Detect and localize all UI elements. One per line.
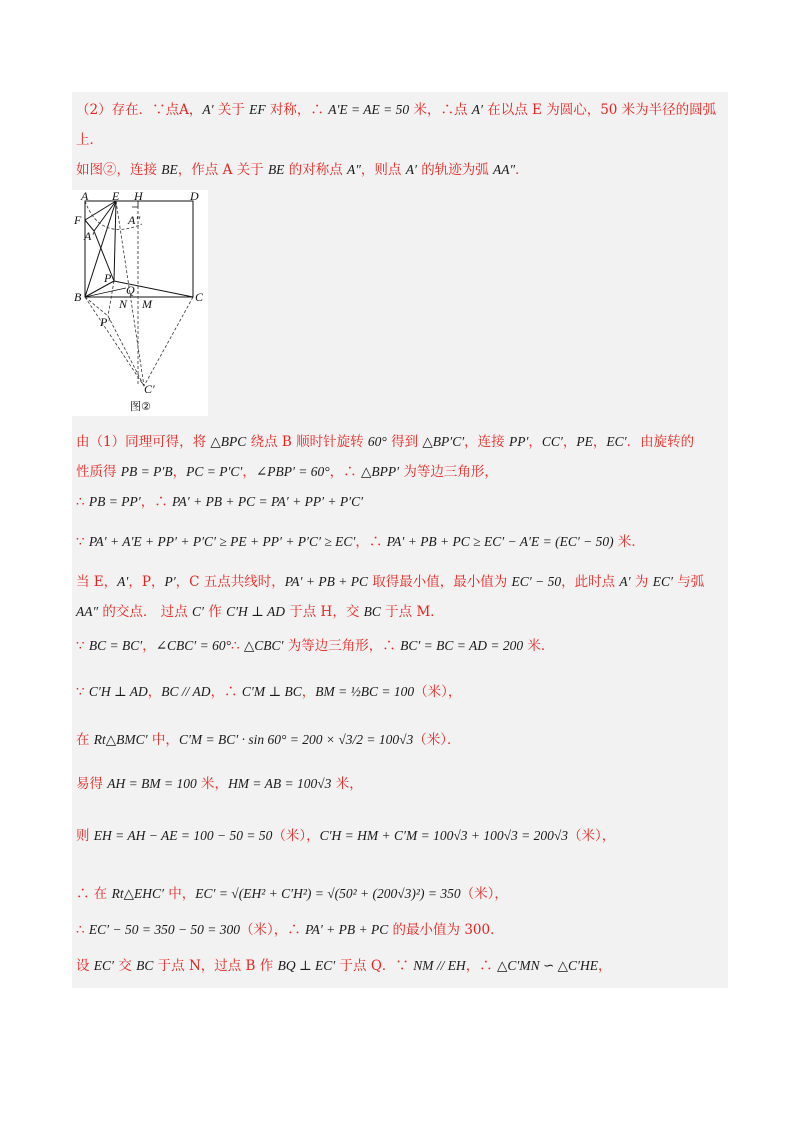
text-segment: ， [597,958,612,974]
text-line [76,956,611,976]
label-d: D [190,190,199,203]
math-expression: A′ [471,102,483,117]
math-expression: AA″ [493,162,516,177]
math-expression: △C′MN ∽ △C′HE [496,958,598,973]
text-segment: ， [592,434,607,450]
math-expression: A′ [117,574,129,589]
text-segment: ．由旋转的 [626,434,695,450]
text-segment: 得到 [386,434,423,450]
text-segment: 中， [163,886,196,902]
label-h: H [134,190,143,203]
text-segment: 上． [76,132,103,148]
math-expression: PP′ [508,434,529,449]
math-expression: BC [136,958,154,973]
text-segment: ∴ [231,638,244,654]
math-expression: P′ [164,574,176,589]
label-q: Q [126,283,135,297]
text-segment: 如图②，连接 [76,162,162,178]
label-m: M [142,297,152,311]
math-expression: PA′ + PB + PC = PA′ + PP′ + P′C′ [172,494,364,509]
text-segment: 的对称点 [284,162,348,178]
math-expression: A′ [202,102,214,117]
text-segment: 于点 N，过点 B 作 [153,958,278,974]
text-line [76,682,461,702]
label-e: E [112,190,120,203]
label-f: F [74,213,82,227]
text-segment: 交 [114,958,137,974]
text-segment: ，P， [128,574,165,590]
text-line [76,100,716,120]
text-segment: 取得最小值，最小值为 [367,574,512,590]
math-expression: C′H ⊥ AD [88,684,148,699]
math-expression: △BP′C′ [422,434,465,449]
math-expression: △CBC′ [243,638,284,653]
text-segment: ，∴ [329,464,361,480]
math-expression: BM = ½BC = 100 [315,684,415,699]
math-expression: EC′ [652,574,673,589]
text-segment: ∵ [76,534,89,550]
math-expression: EC′ [93,958,115,973]
text-segment: ，C 五点共线时， [175,574,285,590]
text-line [76,774,363,794]
text-segment: ∴ [76,922,89,938]
label-b: B [74,290,82,304]
math-expression: PA′ + PB + PC ≥ EC′ − A′E = (EC′ − 50) [386,534,614,549]
figure-svg [72,190,208,416]
text-line [76,920,504,940]
text-segment: （米）， [460,886,508,902]
math-expression: A″ [347,162,361,177]
text-segment: 对称，∴ [265,102,329,118]
text-segment: 性质得 [76,464,121,480]
math-expression: C′H ⊥ AD [226,604,285,619]
math-expression: PC = P′C′ [186,464,243,479]
text-line [76,160,529,180]
math-expression: BE [161,162,178,177]
text-segment: ， [172,464,187,480]
line-a-prime-e [94,201,116,231]
text-segment: ∴ [76,494,89,510]
text-segment: 关于 [232,162,268,178]
math-expression: △BPC [210,434,247,449]
math-expression: BC′ = BC = AD = 200 [400,638,524,653]
text-segment: ． [515,162,529,178]
label-a-prime: A′ [84,229,94,243]
math-expression: △BPP′ [360,464,400,479]
math-expression: EC′ − 50 [511,574,562,589]
text-segment: （米）， [568,828,616,844]
text-segment: （米）， [414,684,462,700]
math-expression: PB = P′B [120,464,173,479]
figure-caption: 图② [130,400,151,413]
math-expression: EF [249,102,266,117]
text-segment: ， [147,684,162,700]
text-segment: 米， [196,776,229,792]
text-line [76,462,498,482]
label-a-double-prime: A″ [128,213,141,227]
geometry-figure [72,190,208,416]
text-line [76,602,444,622]
text-segment: 与弧 [672,574,705,590]
label-n: N [119,297,128,311]
text-segment: ， [142,638,156,654]
text-segment: ，∴ [465,958,497,974]
math-expression: NM // EH [413,958,466,973]
text-line [76,130,103,150]
math-expression: HM = AB = 100√3 [228,776,332,791]
math-expression: BE [267,162,285,177]
text-segment: 则 [76,828,94,844]
text-segment: 米，∴点 [409,102,472,118]
text-line [76,572,704,592]
text-segment: 当 E， [76,574,118,590]
text-segment: 的交点． 过点 [98,604,192,620]
line-bc-prime [85,297,144,386]
label-c-prime: C′ [144,382,155,396]
text-line [76,826,615,846]
math-expression: BC // AD [161,684,211,699]
text-segment: 为等边三角形，∴ [283,638,401,654]
math-expression: PA′ + PB + PC [305,922,389,937]
text-segment: 于点 Q．∵ [335,958,414,974]
line-bp-prime [85,297,108,316]
text-segment: A [179,102,189,118]
text-segment: ，作点 [177,162,223,178]
label-p: P [104,271,112,285]
text-segment: 的最小值为 300． [388,922,504,938]
math-expression: C′M = BC′ · sin 60° = 200 × √3/2 = 100√3 [178,732,414,747]
math-expression: ∠PBP′ = 60° [255,464,330,479]
text-segment: 中， [147,732,179,748]
text-segment: 为圆心，50 米为半径的圆弧 [541,102,717,118]
math-expression: A′ [619,574,631,589]
text-line [76,730,461,750]
text-segment: ∴ 在 [76,886,112,902]
text-segment: （米）， [272,828,320,844]
text-segment: 在以点 [482,102,533,118]
text-line [76,884,508,904]
text-segment: 于点 M． [380,604,444,620]
line-bq [85,288,126,297]
text-line [76,636,554,656]
text-segment: 绕点 B 顺时针旋转 [246,434,368,450]
math-expression: A′ [405,162,417,177]
text-segment: 米， [331,776,363,792]
math-expression: BQ ⊥ EC′ [277,958,336,973]
math-expression: C′H = HM + C′M = 100√3 + 100√3 = 200√3 [319,828,569,843]
math-expression: EH = AH − AE = 100 − 50 = 50 [93,828,273,843]
text-segment: 为 [630,574,653,590]
math-expression: EC′ − 50 = 350 − 50 = 300 [88,922,241,937]
math-expression: C′ [192,604,204,619]
text-segment: ， [301,684,316,700]
math-expression: AH = BM = 100 [107,776,197,791]
text-segment: ，此时点 [561,574,620,590]
text-line [76,492,363,512]
text-segment: 由（1）同理可得，将 [76,434,211,450]
text-segment: E [532,102,542,118]
text-segment: ， [562,434,577,450]
math-expression: BC [363,604,381,619]
line-ep [114,201,116,281]
label-a: A [81,190,89,203]
text-segment: 为等边三角形， [399,464,498,480]
label-p-prime: P′ [100,315,110,329]
math-expression: AA″ [76,604,99,619]
math-expression: C′M ⊥ BC [241,684,302,699]
text-segment: ， [528,434,542,450]
text-segment: （米），∴ [240,922,306,938]
text-segment: 的轨迹为弧 [416,162,493,178]
text-segment: 关于 [213,102,250,118]
text-segment: ， [242,464,256,480]
text-segment: ，连接 [464,434,509,450]
math-expression: A′E = AE = 50 [328,102,410,117]
math-expression: EC′ = √(EH² + C′H²) = √(50² + (200√3)²) = 350 [195,886,461,901]
text-segment: （2）存在．∵点 [76,102,180,118]
math-expression: EC′ [606,434,627,449]
text-segment: 作 [203,604,227,620]
text-segment: （米）． [413,732,461,748]
text-segment: ，则点 [360,162,406,178]
line-pp-prime [108,281,114,316]
math-expression: 60° [367,434,387,449]
text-segment: 米． [613,534,645,550]
text-line [76,532,645,552]
text-segment: 在 [76,732,94,748]
text-segment: 于点 H，交 [284,604,364,620]
math-expression: PA′ + PB + PC [284,574,368,589]
text-segment: ，∴ [355,534,387,550]
text-segment: ，∴ [140,494,172,510]
text-segment: ， [188,102,203,118]
text-segment: ∵ [76,638,89,654]
math-expression: BC = BC′ [88,638,143,653]
text-segment: ∵ [76,684,89,700]
text-segment: ，∴ [210,684,242,700]
text-segment: 设 [76,958,94,974]
math-expression: CC′ [541,434,563,449]
text-segment: A [222,162,233,178]
text-segment: 易得 [76,776,108,792]
math-expression: Rt△BMC′ [93,732,148,747]
math-expression: PB = PP′ [88,494,141,509]
math-expression: ∠CBC′ = 60° [155,638,231,653]
text-line [76,432,694,452]
math-expression: PA′ + A′E + PP′ + P′C′ ≥ PE + PP′ + P′C′ ≥ EC′ [88,534,356,549]
math-expression: PE [576,434,593,449]
label-c: C [195,290,204,304]
math-expression: Rt△EHC′ [111,886,164,901]
text-segment: 米． [523,638,555,654]
